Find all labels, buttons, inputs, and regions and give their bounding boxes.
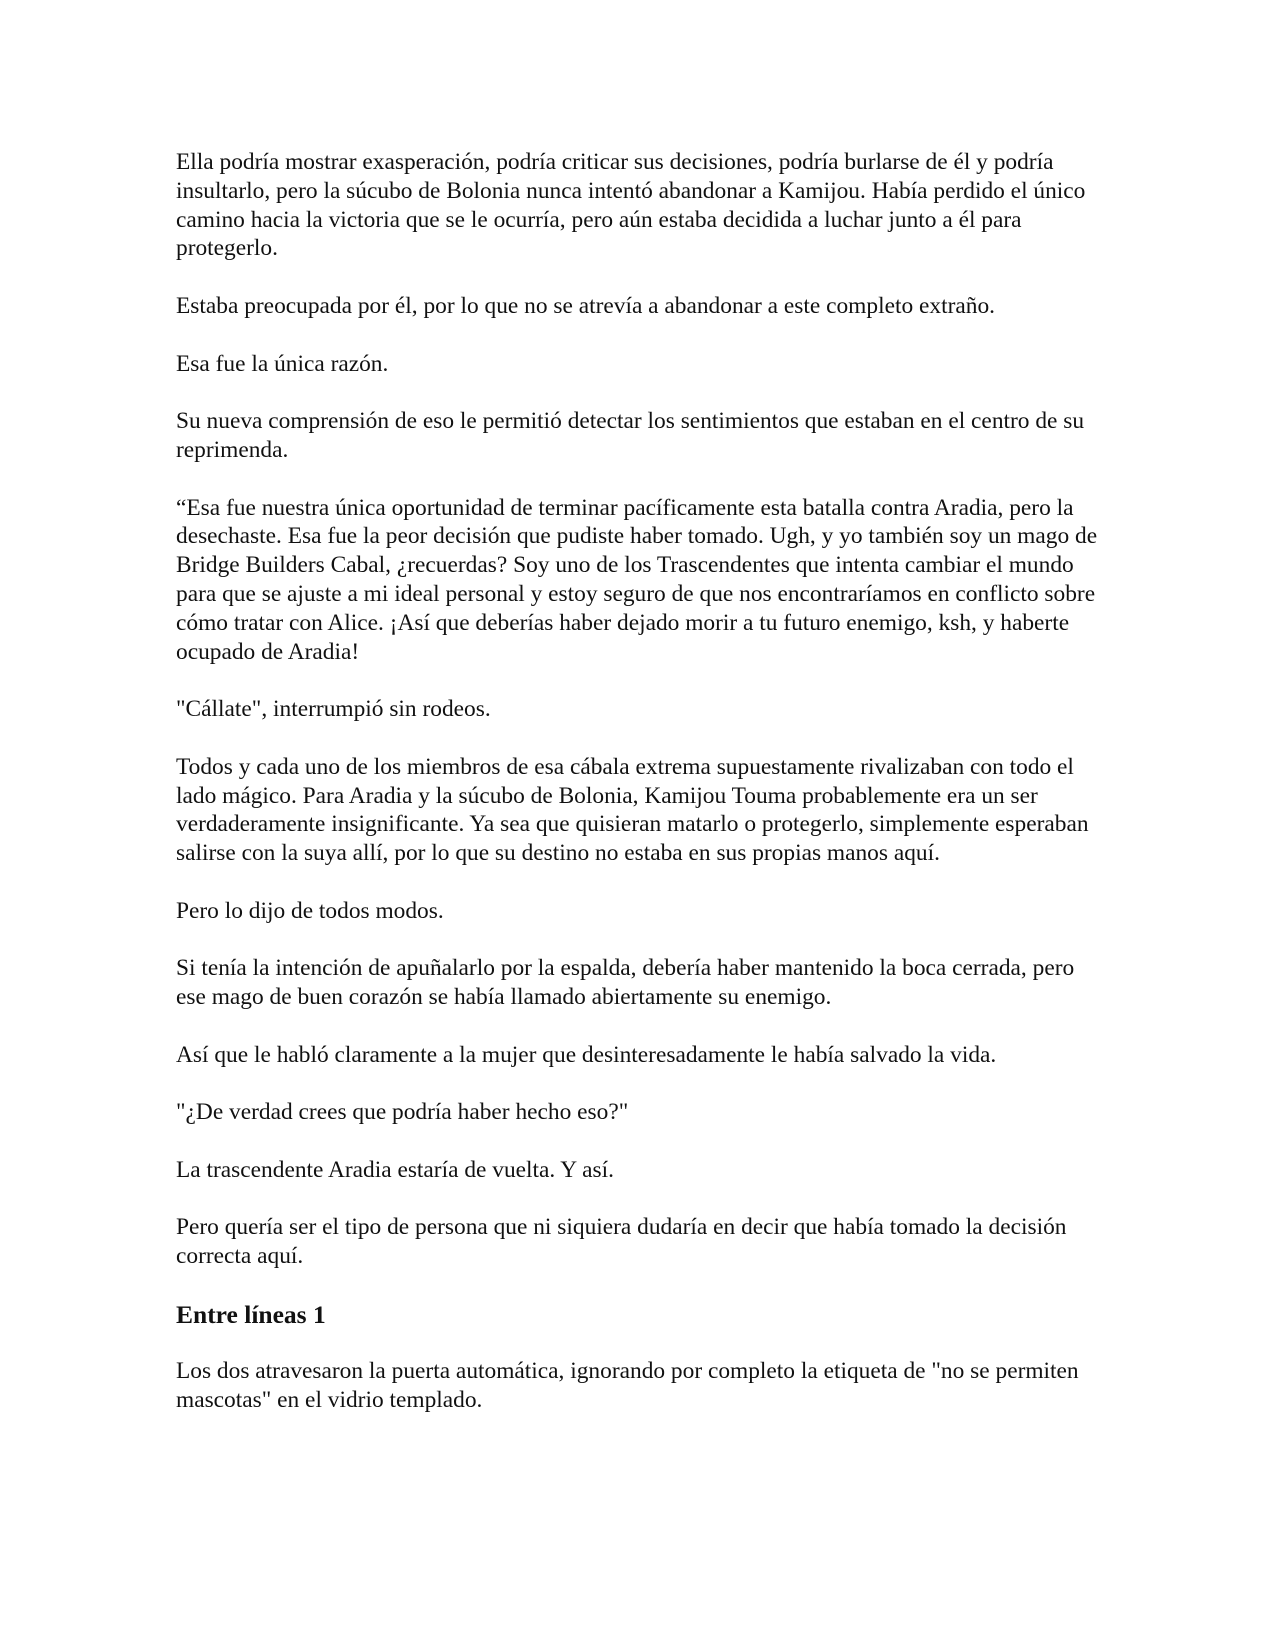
document-body — [176, 148, 1106, 1443]
paragraph: "¿De verdad crees que podría haber hecho eso?" — [176, 1099, 629, 1126]
paragraph: Si tenía la intención de apuñalarlo por la espalda, debería haber mantenido la boca cerrada, pero ese mago de buen corazón se había llamado abiertamente su enemigo. — [176, 955, 1075, 1011]
section-heading: Entre líneas 1 — [176, 1299, 326, 1329]
paragraph: Los dos atravesaron la puerta automática, ignorando por completo la etiqueta de "no se permiten mascotas" en el vidrio templado. — [176, 1357, 1079, 1413]
paragraph: Pero quería ser el tipo de persona que ni siquiera dudaría en decir que había tomado la decisión correcta aquí. — [176, 1214, 1067, 1270]
paragraph: "Cállate", interrumpió sin rodeos. — [176, 696, 491, 723]
paragraph: Esa fue la única razón. — [176, 350, 389, 377]
paragraph: Estaba preocupada por él, por lo que no se atrevía a abandonar a este completo extraño. — [176, 292, 995, 319]
paragraph: “Esa fue nuestra única oportunidad de terminar pacíficamente esta batalla contra Aradia, pero la desechaste. Esa fue la peor decisión que pudiste haber tomado. Ugh, y yo también soy un mago de Bridge Builders Cabal, ¿recuerdas? Soy uno de los Trascendentes que intenta cambiar el mundo para que se ajuste a mi ideal personal y estoy seguro de que nos encontraríamos en conflicto sobre cómo tratar con Alice. ¡Así que deberías haber dejado morir a tu futuro enemigo, ksh, y haberte ocupado de Aradia! — [176, 494, 1098, 665]
paragraph: Así que le habló claramente a la mujer que desinteresadamente le había salvado la vida. — [176, 1041, 997, 1068]
paragraph: Pero lo dijo de todos modos. — [176, 897, 444, 924]
paragraph: La trascendente Aradia estaría de vuelta. Y así. — [176, 1156, 614, 1183]
paragraph: Todos y cada uno de los miembros de esa cábala extrema supuestamente rivalizaban con todo el lado mágico. Para Aradia y la súcubo de Bolonia, Kamijou Touma probablemente era un ser verdaderamente insignificante. Ya sea que quisieran matarlo o protegerlo, simplemente esperaban salirse con la suya allí, por lo que su destino no estaba en sus propias manos aquí. — [176, 753, 1089, 867]
paragraph: Ella podría mostrar exasperación, podría criticar sus decisiones, podría burlarse de él y podría insultarlo, pero la súcubo de Bolonia nunca intentó abandonar a Kamijou. Había perdido el único camino hacia la victoria que se le ocurría, pero aún estaba decidida a luchar junto a él para protegerlo. — [176, 149, 1086, 262]
paragraph: Su nueva comprensión de eso le permitió detectar los sentimientos que estaban en el centro de su reprimenda. — [176, 408, 1085, 463]
